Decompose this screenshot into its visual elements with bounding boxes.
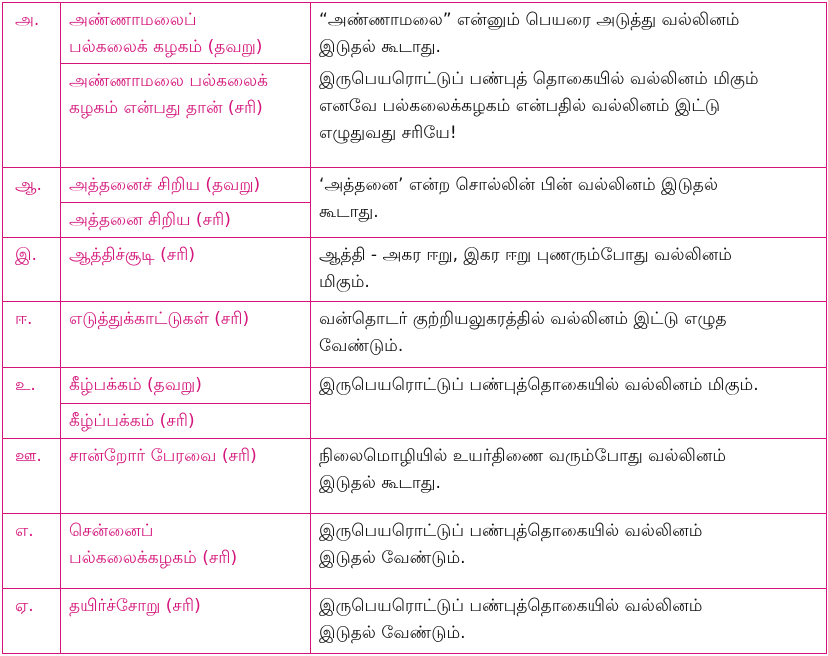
- row-index: ஊ.: [3, 439, 61, 514]
- explanation-line: இடுதல் வேண்டும்.: [319, 623, 466, 643]
- table-row: [3, 238, 827, 302]
- table-row: [3, 514, 827, 589]
- explanation-line: ‘அத்தனை’ என்ற சொல்லின் பின் வல்லினம் இடுதல்: [319, 175, 718, 195]
- row-index: உ.: [3, 368, 61, 439]
- explanation-cell: [311, 514, 827, 589]
- explanation-cell: [311, 439, 827, 514]
- explanation-line: நிலைமொழியில் உயர்திணை வரும்போது வல்லினம்: [319, 446, 727, 466]
- word-cell: [61, 302, 311, 368]
- table-row: [3, 589, 827, 654]
- word-line: கீழ்பக்கம் (தவறு): [69, 375, 202, 395]
- word-cell-correct: [61, 64, 311, 168]
- word-line: அண்ணாமலைப்: [69, 10, 197, 30]
- word-cell-correct: [61, 203, 311, 238]
- row-index: அ.: [3, 3, 61, 168]
- explanation-line: ஆத்தி - அகர ஈறு, இகர ஈறு புணரும்போது வல்லினம்: [319, 245, 732, 265]
- explanation-cell: [311, 368, 827, 439]
- word-cell: [61, 514, 311, 589]
- explanation-line: மிகும்.: [319, 272, 370, 292]
- row-index: ஏ.: [3, 589, 61, 654]
- grammar-table: [2, 2, 827, 654]
- word-cell-wrong: [61, 3, 311, 64]
- table-row: [3, 439, 827, 514]
- word-line: தயிர்ச்சோறு (சரி): [69, 596, 201, 616]
- word-line: பல்கலைக்கழகம் (சரி): [69, 548, 238, 568]
- row-index: எ.: [3, 514, 61, 589]
- explanation-line: வேண்டும்.: [319, 336, 404, 356]
- explanation-line: எனவே பல்கலைக்கழகம் என்பதில் வல்லினம் இட்டு: [319, 96, 721, 116]
- word-cell-wrong: [61, 168, 311, 203]
- word-cell: [61, 589, 311, 654]
- explanation-cell: [311, 3, 827, 168]
- word-line: அண்ணாமலை பல்கலைக்: [69, 71, 269, 91]
- explanation-cell: [311, 302, 827, 368]
- explanation-line: இடுதல் வேண்டும்.: [319, 548, 466, 568]
- explanation-line: இடுதல் கூடாது.: [319, 37, 441, 57]
- explanation-cell: [311, 168, 827, 238]
- explanation-line: வன்தொடர் குற்றியலுகரத்தில் வல்லினம் இட்டு எழுத: [319, 309, 727, 329]
- word-cell-wrong: [61, 368, 311, 404]
- explanation-line: இருபெயரொட்டுப் பண்புத்தொகையில் வல்லினம்: [319, 596, 703, 616]
- explanation-line: இருபெயரொட்டுப் பண்புத்தொகையில் வல்லினம்: [319, 521, 703, 541]
- row-index: இ.: [3, 238, 61, 302]
- explanation-line: இருபெயரொட்டுப் பண்புத்தொகையில் வல்லினம் மிகும்.: [319, 375, 759, 395]
- word-line: ஆத்திச்சூடி (சரி): [69, 245, 196, 265]
- word-cell-correct: [61, 404, 311, 439]
- table-row: [3, 302, 827, 368]
- word-line: கழகம் என்பது தான் (சரி): [69, 98, 263, 118]
- word-line: சென்னைப்: [69, 521, 154, 541]
- explanation-cell: [311, 238, 827, 302]
- word-line: பல்கலைக் கழகம் (தவறு): [69, 37, 263, 57]
- explanation-line: இடுதல் கூடாது.: [319, 473, 441, 493]
- word-line: எடுத்துக்காட்டுகள் (சரி): [69, 309, 250, 329]
- word-line: அத்தனை சிறிய (சரி): [69, 210, 231, 230]
- explanation-line: இருபெயரொட்டுப் பண்புத் தொகையில் வல்லினம் மிகும்: [319, 69, 759, 89]
- explanation-line: கூடாது.: [319, 202, 379, 222]
- explanation-line: எழுதுவது சரியே!: [319, 123, 457, 143]
- table-row: [3, 168, 827, 203]
- word-cell: [61, 238, 311, 302]
- table-row: [3, 368, 827, 404]
- explanation-line: “அண்ணாமலை” என்னும் பெயரை அடுத்து வல்லினம்: [319, 10, 740, 30]
- word-line: சான்றோர் பேரவை (சரி): [69, 446, 257, 466]
- word-line: அத்தனைச் சிறிய (தவறு): [69, 175, 261, 195]
- word-line: கீழ்ப்பக்கம் (சரி): [69, 411, 195, 431]
- explanation-cell: [311, 589, 827, 654]
- row-index: ஆ.: [3, 168, 61, 238]
- table-row: [3, 3, 827, 64]
- row-index: ஈ.: [3, 302, 61, 368]
- word-cell: [61, 439, 311, 514]
